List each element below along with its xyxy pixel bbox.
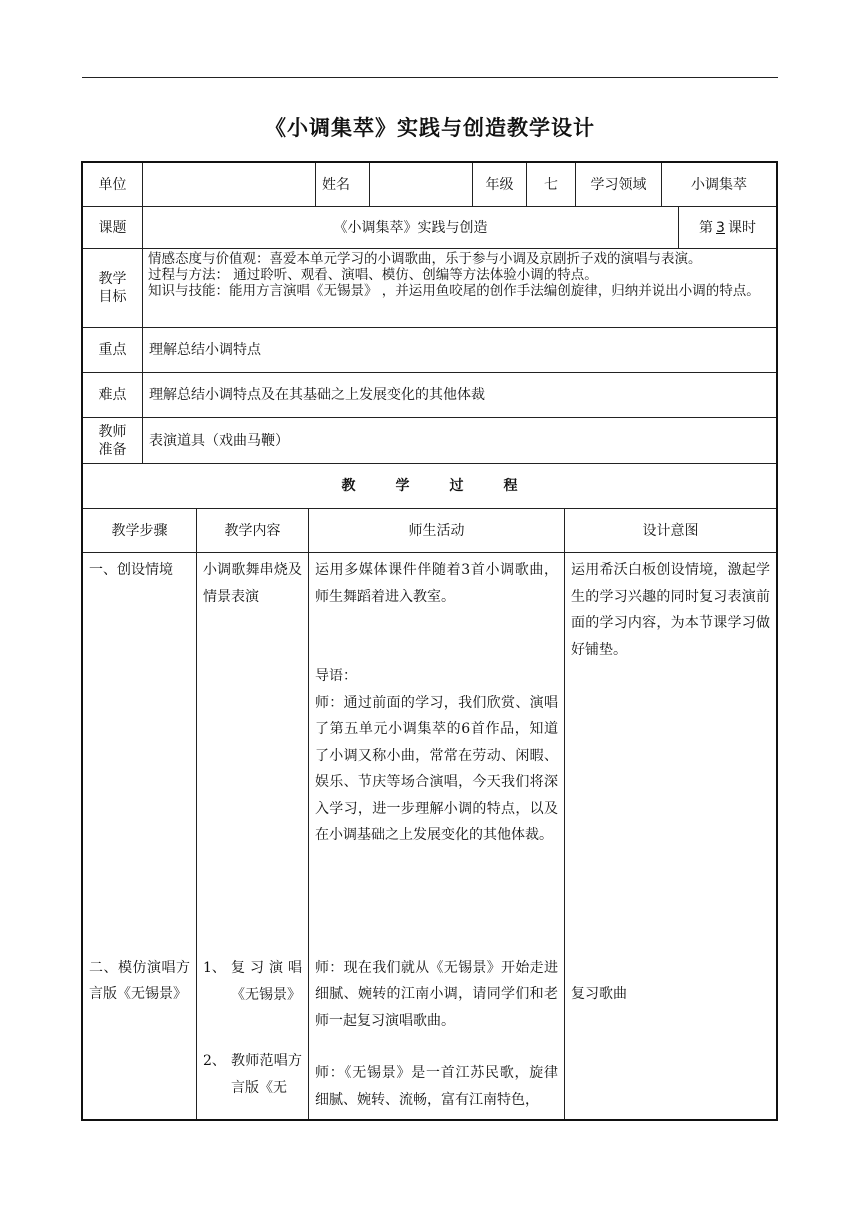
activity-2-label: 导语： [315, 668, 357, 684]
goal-line: 知识与技能：能用方言演唱《无锡景》 ，并运用鱼咬尾的创作手法编创旋律，归纳并说出小调的特点。 [148, 283, 760, 299]
step-2: 二、模仿演唱方言版《无锡景》 [89, 959, 190, 1002]
content-3: 2、 教师范唱方言版《无 [203, 1048, 302, 1101]
page-title: 《小调集萃》实践与创造教学设计 [265, 116, 595, 140]
goal-line: 过程与方法： 通过聆听、观看、演唱、模仿、创编等方法体验小调的特点。 [148, 267, 598, 283]
content-2: 1、 复习演唱《无锡景》 [203, 955, 302, 1008]
col-header-activities: 师生活动 [309, 509, 565, 553]
period-number: 3 [716, 219, 725, 236]
activities-column [309, 553, 565, 1121]
period-prefix: 第 [699, 219, 714, 236]
topic-label: 课题 [83, 207, 143, 249]
prep-value: 表演道具（戏曲马鞭） [143, 418, 776, 464]
goals-label-line1: 教学 [98, 271, 127, 287]
name-value [370, 163, 473, 207]
lesson-plan-table [81, 161, 778, 1121]
prep-label-line2: 准备 [98, 441, 127, 458]
col-header-steps: 教学步骤 [83, 509, 197, 553]
period-suffix: 课时 [727, 219, 756, 236]
activity-2: 师：通过前面的学习，我们欣赏、演唱了第五单元小调集萃的6首作品，知道了小调又称小曲，常常在劳动、闲暇、娱乐、节庆等场合演唱，今天我们将深入学习，进一步理解小调的特点，以及在小调基础之上发展变化的其他体裁。 [315, 694, 558, 843]
intent-2: 复习歌曲 [571, 986, 627, 1002]
process-header-text: 教学过程 [341, 478, 558, 494]
name-label: 姓名 [316, 163, 370, 207]
content-2-text: 复习演唱《无锡景》 [231, 960, 302, 1003]
step-1: 一、创设情境 [89, 562, 173, 578]
activity-1: 运用多媒体课件伴随着3首小调歌曲，师生舞蹈着进入教室。 [315, 562, 558, 605]
header-rule [82, 77, 778, 78]
difficulty-label: 难点 [83, 373, 143, 418]
intent-column [565, 553, 776, 1121]
field-value: 小调集萃 [662, 163, 776, 207]
unit-label: 单位 [83, 163, 143, 207]
goal-line: 情感态度与价值观：喜爱本单元学习的小调歌曲，乐于参与小调及京剧折子戏的演唱与表演。 [148, 251, 702, 267]
difficulty-value: 理解总结小调特点及在其基础之上发展变化的其他体裁 [143, 373, 776, 418]
col-header-intent: 设计意图 [565, 509, 776, 553]
steps-column [83, 553, 197, 1121]
field-label: 学习领域 [576, 163, 662, 207]
activity-4: 师：《无锡景》是一首江苏民歌，旋律细腻、婉转、流畅，富有江南特色， [315, 1065, 558, 1108]
intent-1: 运用希沃白板创设情境，激起学生的学习兴趣的同时复习表演前面的学习内容，为本节课学习做好铺垫。 [571, 562, 770, 658]
content-3-text: 教师范唱方言版《无 [231, 1053, 302, 1096]
goals-label [83, 249, 143, 328]
period-cell [679, 207, 776, 249]
key-value: 理解总结小调特点 [143, 328, 776, 373]
grade-label: 年级 [473, 163, 527, 207]
key-label: 重点 [83, 328, 143, 373]
unit-value [143, 163, 316, 207]
topic-value: 《小调集萃》实践与创造 [143, 207, 679, 249]
prep-label-line1: 教师 [98, 423, 127, 440]
col-header-content: 教学内容 [197, 509, 309, 553]
content-column [197, 553, 309, 1121]
prep-label [83, 418, 143, 464]
goals-text [143, 249, 776, 328]
content-1: 小调歌舞串烧及情景表演 [203, 562, 302, 605]
goals-label-line2: 目标 [98, 289, 127, 305]
process-header [83, 464, 776, 509]
grade-value: 七 [527, 163, 576, 207]
activity-3: 师：现在我们就从《无锡景》开始走进细腻、婉转的江南小调，请同学们和老师一起复习演唱歌曲。 [315, 959, 558, 1029]
